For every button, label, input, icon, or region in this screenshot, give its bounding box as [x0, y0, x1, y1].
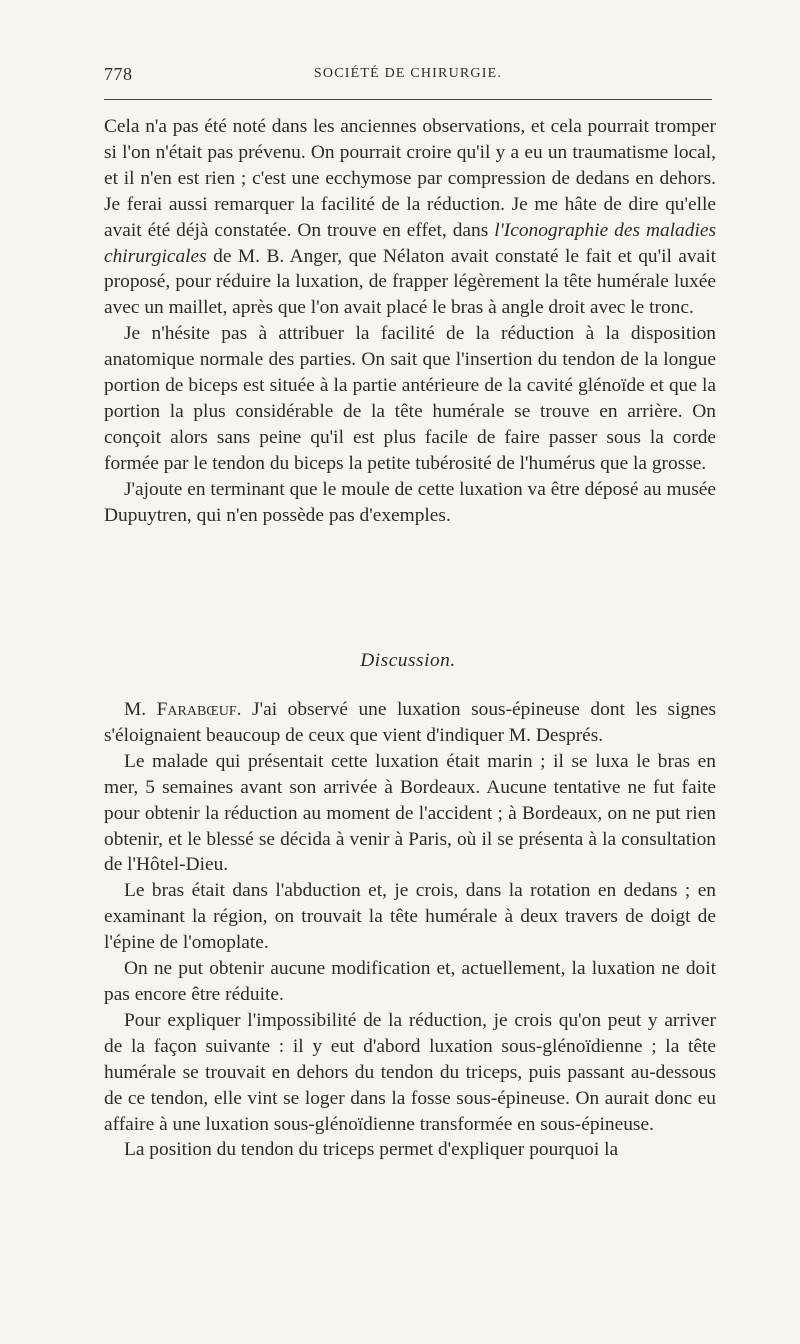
paragraph: On ne put obtenir aucune modification et, actuellement, la luxation ne doit pas encore être réduite.	[104, 958, 716, 1005]
paragraph-text: J'ai observé une luxation sous-épineuse dont les signes s'éloignaient beaucoup de ceux que vient d'indiquer M. Després.	[104, 699, 717, 746]
paragraph: J'ajoute en terminant que le moule de cette luxation va être déposé au musée Dupuytren, qui n'en possède pas d'exemples.	[104, 478, 716, 526]
speaker-name: M. Farabœuf.	[124, 699, 242, 720]
paragraph: Pour expliquer l'impossibilité de la réduction, je crois qu'on peut y arriver de la façon suivante : il y eut d'abord luxation sous-glénoïdienne ; la tête humérale se trouvait en dehors du tendon du triceps, puis passant au-dessous de ce tendon, elle vint se loger dans la fosse sous-épineuse. On aurait donc eu affaire à une luxation sous-glénoïdienne transformée en sous-épineuse.	[104, 1009, 716, 1135]
paragraph: La position du tendon du triceps permet d'expliquer pourquoi la	[124, 1139, 619, 1161]
paragraph	[104, 114, 716, 321]
running-head	[104, 64, 712, 86]
page-number: 778	[104, 64, 133, 84]
paragraph	[104, 697, 716, 749]
paragraph-text: Cela n'a pas été noté dans les anciennes observations, et cela pourrait tromper si l'on n'était pas prévenu. On pourrait croire qu'il y a eu un traumatisme local, et il n'en est rien ; c'est une ecchymose par compression de dedans en dehors. Je ferai aussi remarquer la facilité de la réduction. Je me hâte de dire qu'elle avait été déjà constatée. On trouve en effet, dans	[104, 116, 716, 241]
paragraph: Je n'hésite pas à attribuer la facilité de la réduction à la disposition anatomique normale des parties. On sait que l'insertion du tendon de la longue portion de biceps est située à la partie antérieure de la cavité glénoïde et que la portion la plus considérable de la tête humérale se trouve en arrière. On conçoit alors sans peine qu'il est plus facile de faire passer sous la corde formée par le tendon du biceps la petite tubérosité de l'humérus que la grosse.	[104, 323, 716, 474]
continuation-text	[104, 114, 716, 529]
discussion-text	[104, 697, 716, 1163]
section-heading: Discussion.	[360, 650, 456, 671]
book-title: l'Iconographie des maladies chirurgicales	[104, 219, 716, 267]
paragraph-text: de M. B. Anger, que Nélaton avait constaté le fait et qu'il avait proposé, pour réduire la luxation, de frapper légèrement la tête humérale luxée avec un maillet, après que l'on avait placé le bras à angle droit avec le tronc.	[104, 245, 716, 319]
header-rule	[104, 99, 712, 100]
running-title: SOCIÉTÉ DE CHIRURGIE.	[313, 66, 503, 81]
paragraph: Le malade qui présentait cette luxation était marin ; il se luxa le bras en mer, 5 semaines avant son arrivée à Bordeaux. Aucune tentative ne fut faite pour obtenir la réduction au moment de l'accident ; à Bordeaux, on ne put rien obtenir, et le blessé se décida à venir à Paris, où il se présenta à la consultation de l'Hôtel-Dieu.	[104, 750, 716, 876]
paragraph: Le bras était dans l'abduction et, je crois, dans la rotation en dedans ; en examinant la région, on trouvait la tête humérale à deux travers de doigt de l'épine de l'omoplate.	[104, 880, 716, 954]
